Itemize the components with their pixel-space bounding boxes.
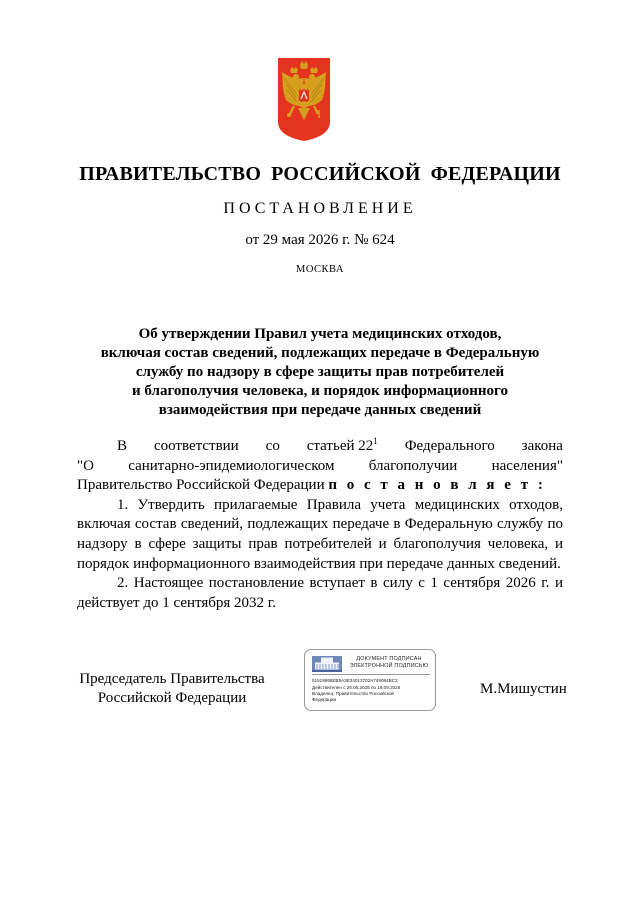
subject-line: включая состав сведений, подлежащих передаче в Федеральную xyxy=(100,345,540,361)
intro-word-article xyxy=(307,437,378,457)
stamp-details xyxy=(312,677,434,702)
article-superscript: 1 xyxy=(373,436,378,446)
stamp-validity: Действителен с 26.06.2025 по 19.09.2026 xyxy=(312,685,401,691)
stamp-owner xyxy=(312,691,434,702)
document-subject xyxy=(60,325,580,420)
subject-line: и благополучия человека, и порядок информационного xyxy=(132,383,508,399)
coat-of-arms-icon xyxy=(276,56,332,142)
document-date-number: от 29 мая 2026 г. № 624 xyxy=(245,232,395,248)
stamp-owner-line: Владелец: Правительство Российской xyxy=(312,691,394,697)
intro-word: закона xyxy=(521,438,563,454)
title-word: ФЕДЕРАЦИИ xyxy=(430,163,561,185)
intro-word: Федерального xyxy=(404,438,495,454)
intro-word: населения" xyxy=(491,457,563,474)
title-word: РОССИЙСКОЙ xyxy=(271,163,421,185)
document-body xyxy=(77,437,563,613)
subject-line: службу по надзору в сфере защиты прав потребителей xyxy=(135,364,505,380)
stamp-owner-line: Федерации xyxy=(312,696,337,702)
stamp-title xyxy=(345,656,433,669)
intro-line xyxy=(77,476,563,496)
intro-line xyxy=(77,457,563,477)
decree-word: п о с т а н о в л я е т : xyxy=(328,477,546,494)
subject-line: взаимодействия при передаче данных сведений xyxy=(158,402,482,418)
intro-word: со xyxy=(265,438,280,454)
intro-word: соответствии xyxy=(153,438,239,454)
document-type: ПОСТАНОВЛЕНИЕ xyxy=(223,200,417,217)
intro-word: благополучии xyxy=(368,457,458,474)
title-word: ПРАВИТЕЛЬСТВО xyxy=(79,163,262,185)
intro-line xyxy=(77,437,563,457)
document-city: МОСКВА xyxy=(296,264,344,275)
intro-word: В xyxy=(117,438,128,454)
subject-line: Об утверждении Правил учета медицинских отходов, xyxy=(138,326,502,342)
decree-item-2: 2. Настоящее постановление вступает в силу с 1 сентября 2026 г. и действует до 1 сентября 2032 г. xyxy=(77,575,563,611)
intro-word: "О xyxy=(77,457,94,474)
stamp-divider xyxy=(312,674,430,675)
decree-subject: Правительство Российской Федерации xyxy=(77,477,325,494)
electronic-signature-stamp xyxy=(304,649,436,711)
stamp-title-line: ДОКУМЕНТ ПОДПИСАН xyxy=(356,656,422,662)
decree-item-1: 1. Утвердить прилагаемые Правила учета медицинских отходов, включая состав сведений, подлежащих передаче в Федеральную службу по надзору в сфере защиты прав потребителей и благополучия человека, и порядок информационного взаимодействия при передаче данных сведений. xyxy=(77,496,563,572)
signatory-name: М.Мишустин xyxy=(480,681,567,697)
article-text: статьей 22 xyxy=(306,438,374,454)
government-title xyxy=(0,163,640,186)
signatory-position: Председатель Правительства Российской Федерации xyxy=(79,671,265,706)
stamp-certificate: 51615868EB5A3E34013702A749084BC3 xyxy=(312,678,398,683)
stamp-title-line: ЭЛЕКТРОННОЙ ПОДПИСЬЮ xyxy=(349,662,429,669)
intro-word: санитарно-эпидемиологическом xyxy=(128,457,335,474)
government-building-icon xyxy=(312,656,342,672)
